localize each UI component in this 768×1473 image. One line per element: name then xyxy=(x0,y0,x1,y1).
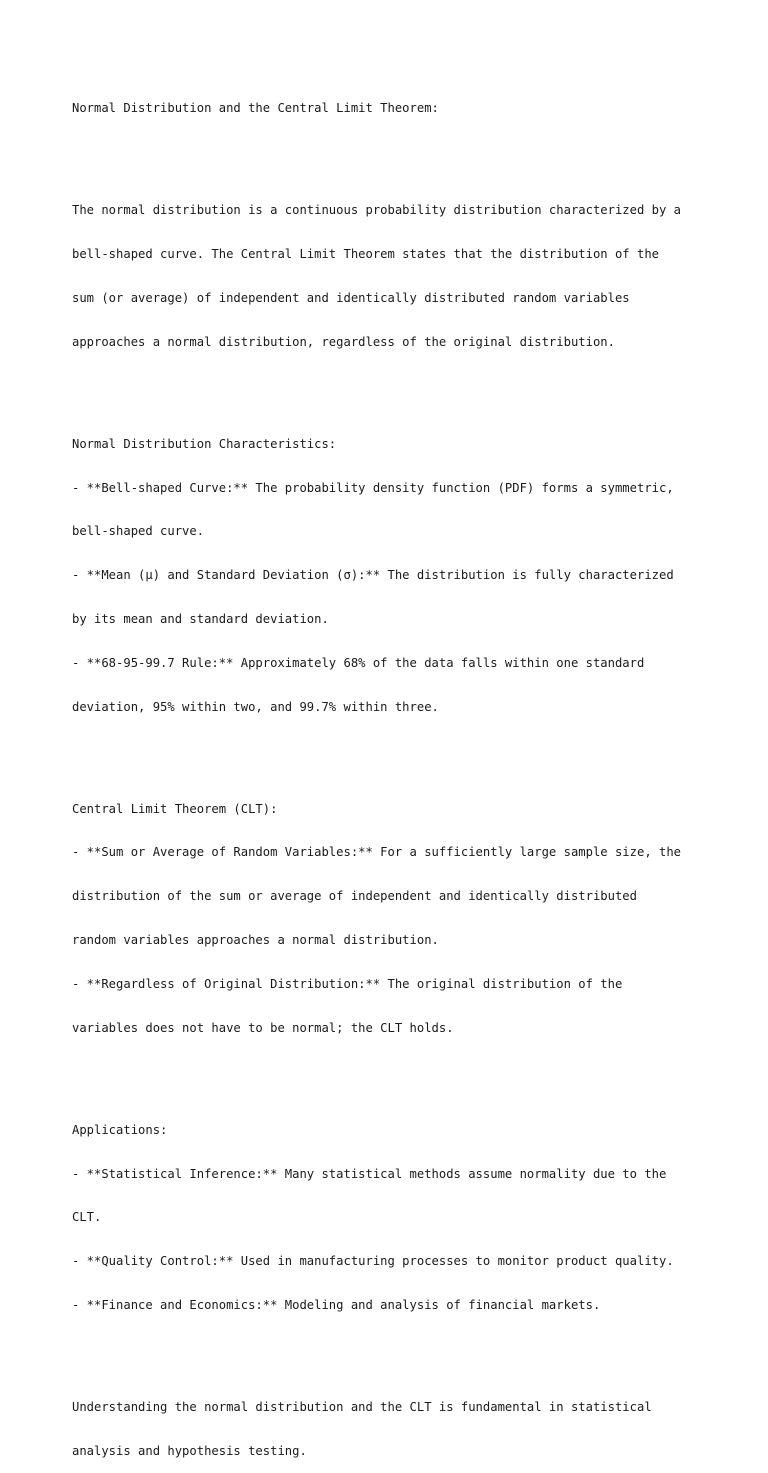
normal-section-line: - **68-95-99.7 Rule:** Approximately 68% of the data falls within one standard xyxy=(72,655,645,670)
normal-section-line: deviation, 95% within two, and 99.7% within three. xyxy=(72,699,439,714)
applications-section-line: CLT. xyxy=(72,1210,102,1225)
intro-line: approaches a normal distribution, regardless of the original distribution. xyxy=(72,334,615,349)
intro-line: sum (or average) of independent and identically distributed random variables xyxy=(72,290,630,305)
applications-section-line: - **Quality Control:** Used in manufacturing processes to monitor product quality. xyxy=(72,1254,674,1269)
paragraph-gap xyxy=(72,1064,712,1079)
paragraph-gap xyxy=(72,145,712,160)
normal-section-line: - **Bell-shaped Curve:** The probability density function (PDF) forms a symmetric, xyxy=(72,480,674,495)
intro-line: The normal distribution is a continuous probability distribution characterized by a xyxy=(72,203,682,218)
clt-section-line: random variables approaches a normal distribution. xyxy=(72,933,439,948)
document-title: Normal Distribution and the Central Limit Theorem: xyxy=(72,101,439,116)
clt-section-heading: Central Limit Theorem (CLT): xyxy=(72,801,278,816)
clt-section-line: - **Regardless of Original Distribution:** The original distribution of the xyxy=(72,976,623,991)
document-body xyxy=(72,72,712,1473)
normal-section-line: bell-shaped curve. xyxy=(72,524,205,539)
applications-section-line: - **Statistical Inference:** Many statistical methods assume normality due to the xyxy=(72,1166,667,1181)
clt-section-line: variables does not have to be normal; the CLT holds. xyxy=(72,1020,454,1035)
paragraph-gap xyxy=(72,743,712,758)
normal-section-heading: Normal Distribution Characteristics: xyxy=(72,436,337,451)
conclusion-line: analysis and hypothesis testing. xyxy=(72,1443,307,1458)
paragraph-gap xyxy=(72,1342,712,1357)
normal-section-line: - **Mean (μ) and Standard Deviation (σ):** The distribution is fully characterized xyxy=(72,568,674,583)
conclusion-line: Understanding the normal distribution and the CLT is fundamental in statistical xyxy=(72,1400,652,1415)
clt-section-line: distribution of the sum or average of independent and identically distributed xyxy=(72,889,637,904)
normal-section-line: by its mean and standard deviation. xyxy=(72,611,329,626)
applications-section-line: - **Finance and Economics:** Modeling and analysis of financial markets. xyxy=(72,1297,601,1312)
clt-section-line: - **Sum or Average of Random Variables:** For a sufficiently large sample size, the xyxy=(72,845,682,860)
intro-line: bell-shaped curve. The Central Limit Theorem states that the distribution of the xyxy=(72,247,659,262)
applications-section-heading: Applications: xyxy=(72,1122,168,1137)
paragraph-gap xyxy=(72,378,712,393)
